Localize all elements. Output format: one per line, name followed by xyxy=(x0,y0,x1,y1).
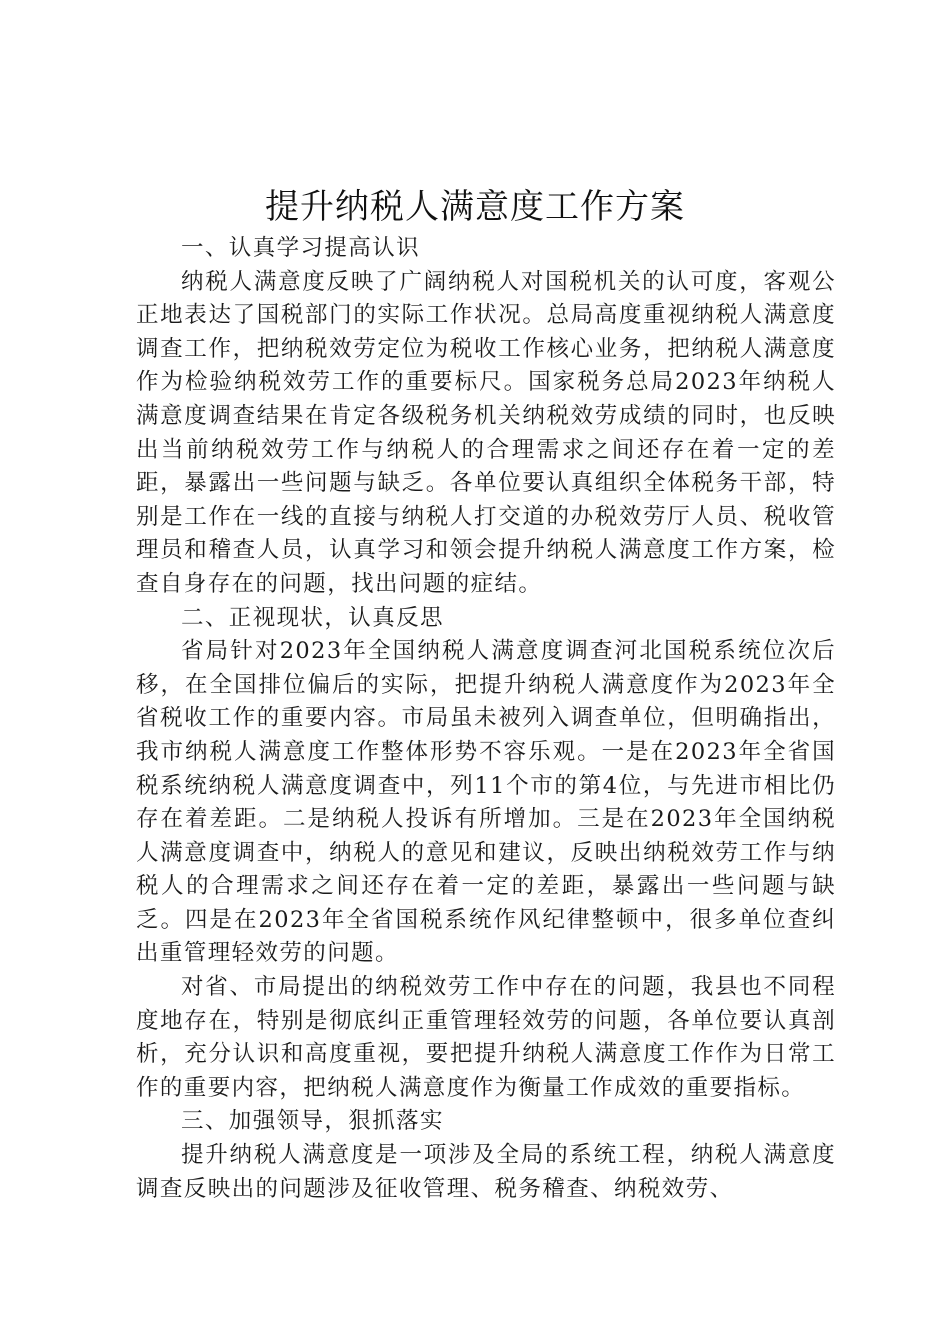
section-heading-1: 一、认真学习提高认识 xyxy=(181,235,421,261)
section-1-paragraph-1: 纳税人满意度反映了广阔纳税人对国税机关的认可度，客观公正地表达了国税部门的实际工作状况。总局高度重视纳税人满意度调查工作，把纳税效劳定位为税收工作核心业务，把纳税人满意度作为检验纳税效劳工作的重要标尺。国家税务总局2023年纳税人满意度调查结果在肯定各级税务机关纳税效劳成绩的同时，也反映出当前纳税效劳工作与纳税人的合理需求之间还存在着一定的差距，暴露出一些问题与缺乏。各单位要认真组织全体税务干部，特别是工作在一线的直接与纳税人打交道的办税效劳厅人员、税收管理员和稽查人员，认真学习和领会提升纳税人满意度工作方案，检查自身存在的问题，找出问题的症结。 xyxy=(136,268,836,597)
section-heading-3: 三、加强领导，狠抓落实 xyxy=(181,1108,444,1135)
section-2-paragraph-2: 对省、市局提出的纳税效劳工作中存在的问题，我县也不同程度地存在，特别是彻底纠正重管理轻效劳的问题，各单位要认真剖析，充分认识和高度重视，要把提升纳税人满意度工作作为日常工作的重要内容，把纳税人满意度作为衡量工作成效的重要指标。 xyxy=(136,974,836,1101)
section-3-paragraph-1: 提升纳税人满意度是一项涉及全局的系统工程，纳税人满意度调查反映出的问题涉及征收管理、税务稽查、纳税效劳、 xyxy=(136,1142,836,1202)
section-heading-2: 二、正视现状，认真反思 xyxy=(181,604,444,631)
section-2-paragraph-1: 省局针对2023年全国纳税人满意度调查河北国税系统位次后移，在全国排位偏后的实际，把提升纳税人满意度作为2023年全省税收工作的重要内容。市局虽未被列入调查单位，但明确指出，我市纳税人满意度工作整体形势不容乐观。一是在2023年全省国税系统纳税人满意度调查中，列11个市的第4位，与先进市相比仍存在着差距。二是纳税人投诉有所增加。三是在2023年全国纳税人满意度调查中，纳税人的意见和建议，反映出纳税效劳工作与纳税人的合理需求之间还存在着一定的差距，暴露出一些问题与缺乏。四是在2023年全省国税系统作风纪律整顿中，很多单位查纠出重管理轻效劳的问题。 xyxy=(136,638,836,967)
document-body xyxy=(136,232,836,1206)
document-title: 提升纳税人满意度工作方案 xyxy=(265,187,685,227)
